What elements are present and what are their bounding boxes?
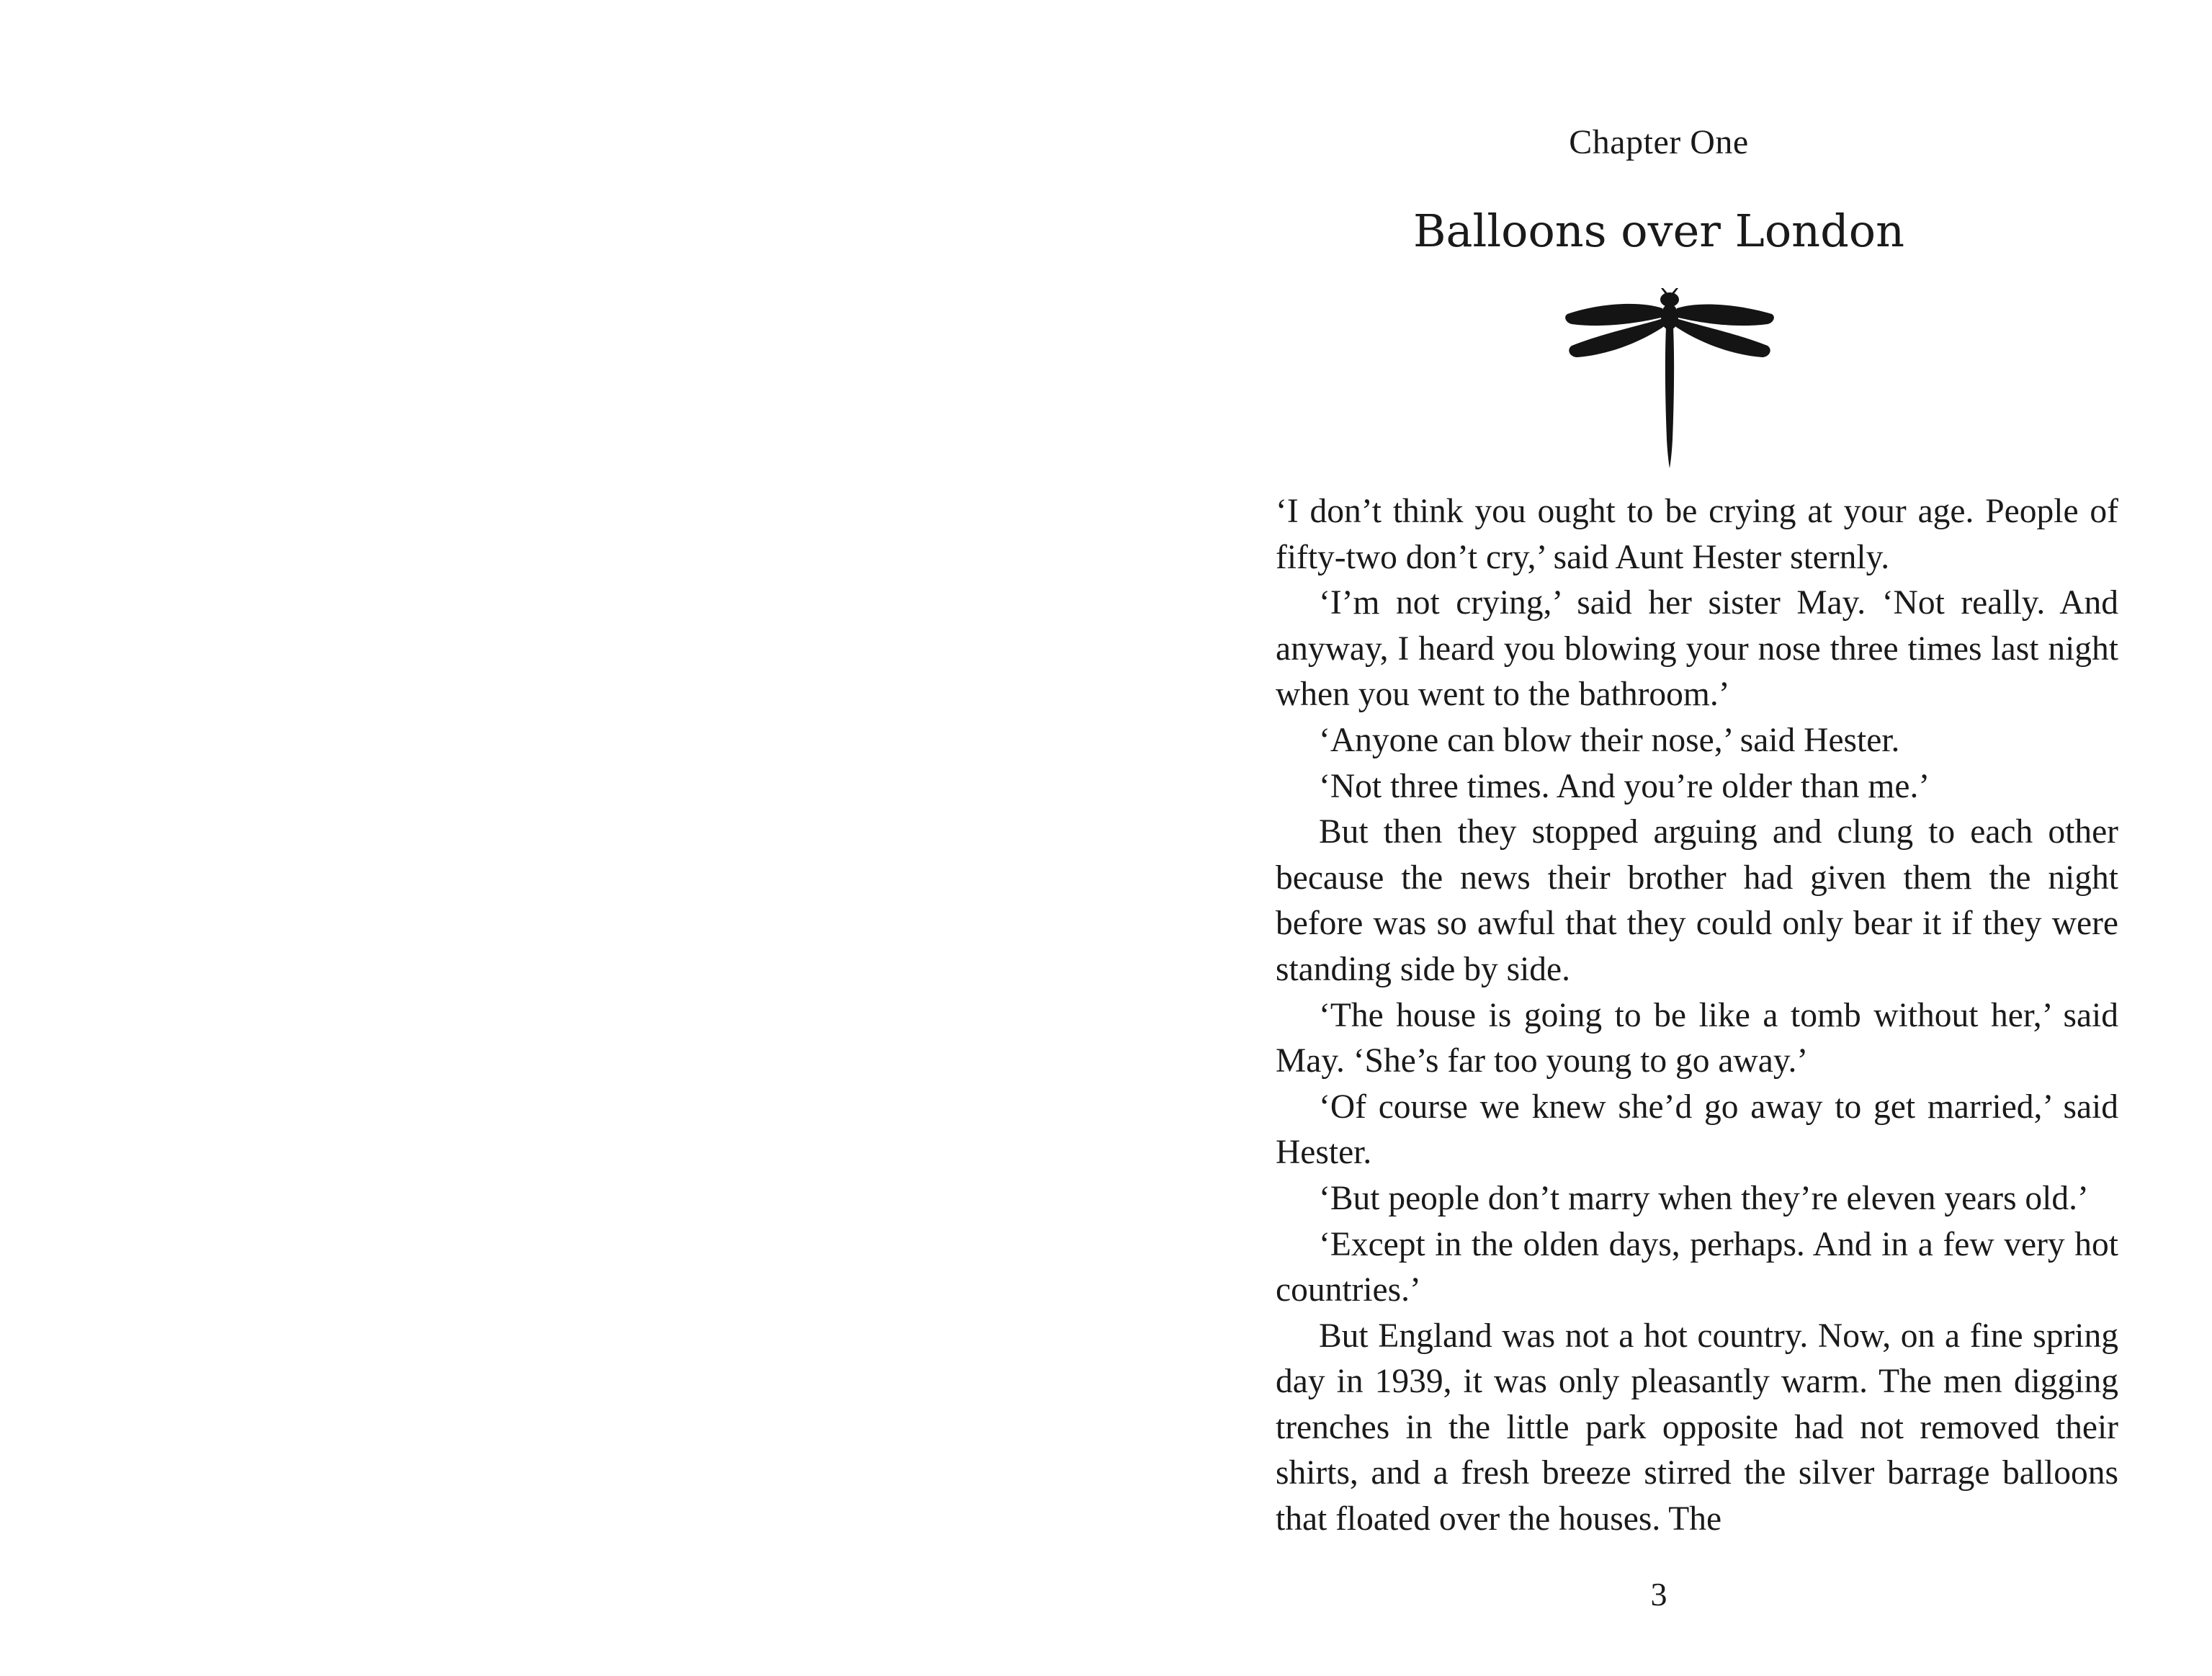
- paragraph: ‘I’m not crying,’ said her sister May. ‘Not really. And anyway, I heard you blowing your nose three times last night when you went to the bathroom.’: [1276, 584, 2118, 714]
- chapter-body-text: [1276, 489, 2118, 1543]
- paragraph: But then they stopped arguing and clung to each other because the news their brother had given them the night before was so awful that they could only bear it if they were standing side by side.: [1276, 813, 2118, 988]
- chapter-label: Chapter One: [1569, 123, 1749, 161]
- paragraph: ‘Anyone can blow their nose,’ said Hester.: [1319, 721, 1900, 759]
- paragraph: ‘Of course we knew she’d go away to get married,’ said Hester.: [1276, 1088, 2118, 1172]
- paragraph: But England was not a hot country. Now, on a fine spring day in 1939, it was only pleasantly warm. The men digging trenches in the little park opposite had not removed their shirts, and a fresh breeze stirred the silver barrage balloons that floated over the houses. The: [1276, 1317, 2118, 1538]
- paragraph: ‘I don’t think you ought to be crying at your age. People of fifty-two don’t cry,’ said Aunt Hester sternly.: [1276, 493, 2118, 576]
- dragonfly-icon: [1562, 288, 1778, 468]
- paragraph: ‘But people don’t marry when they’re eleven years old.’: [1319, 1179, 2089, 1217]
- paragraph: ‘Not three times. And you’re older than me.’: [1319, 767, 1930, 805]
- chapter-title: Balloons over London: [1412, 205, 1905, 257]
- page-number: 3: [1650, 1576, 1667, 1613]
- paragraph: ‘Except in the olden days, perhaps. And in a few very hot countries.’: [1276, 1225, 2118, 1309]
- right-page: [1106, 0, 2212, 1676]
- paragraph: ‘The house is going to be like a tomb without her,’ said May. ‘She’s far too young to go away.’: [1276, 996, 2118, 1080]
